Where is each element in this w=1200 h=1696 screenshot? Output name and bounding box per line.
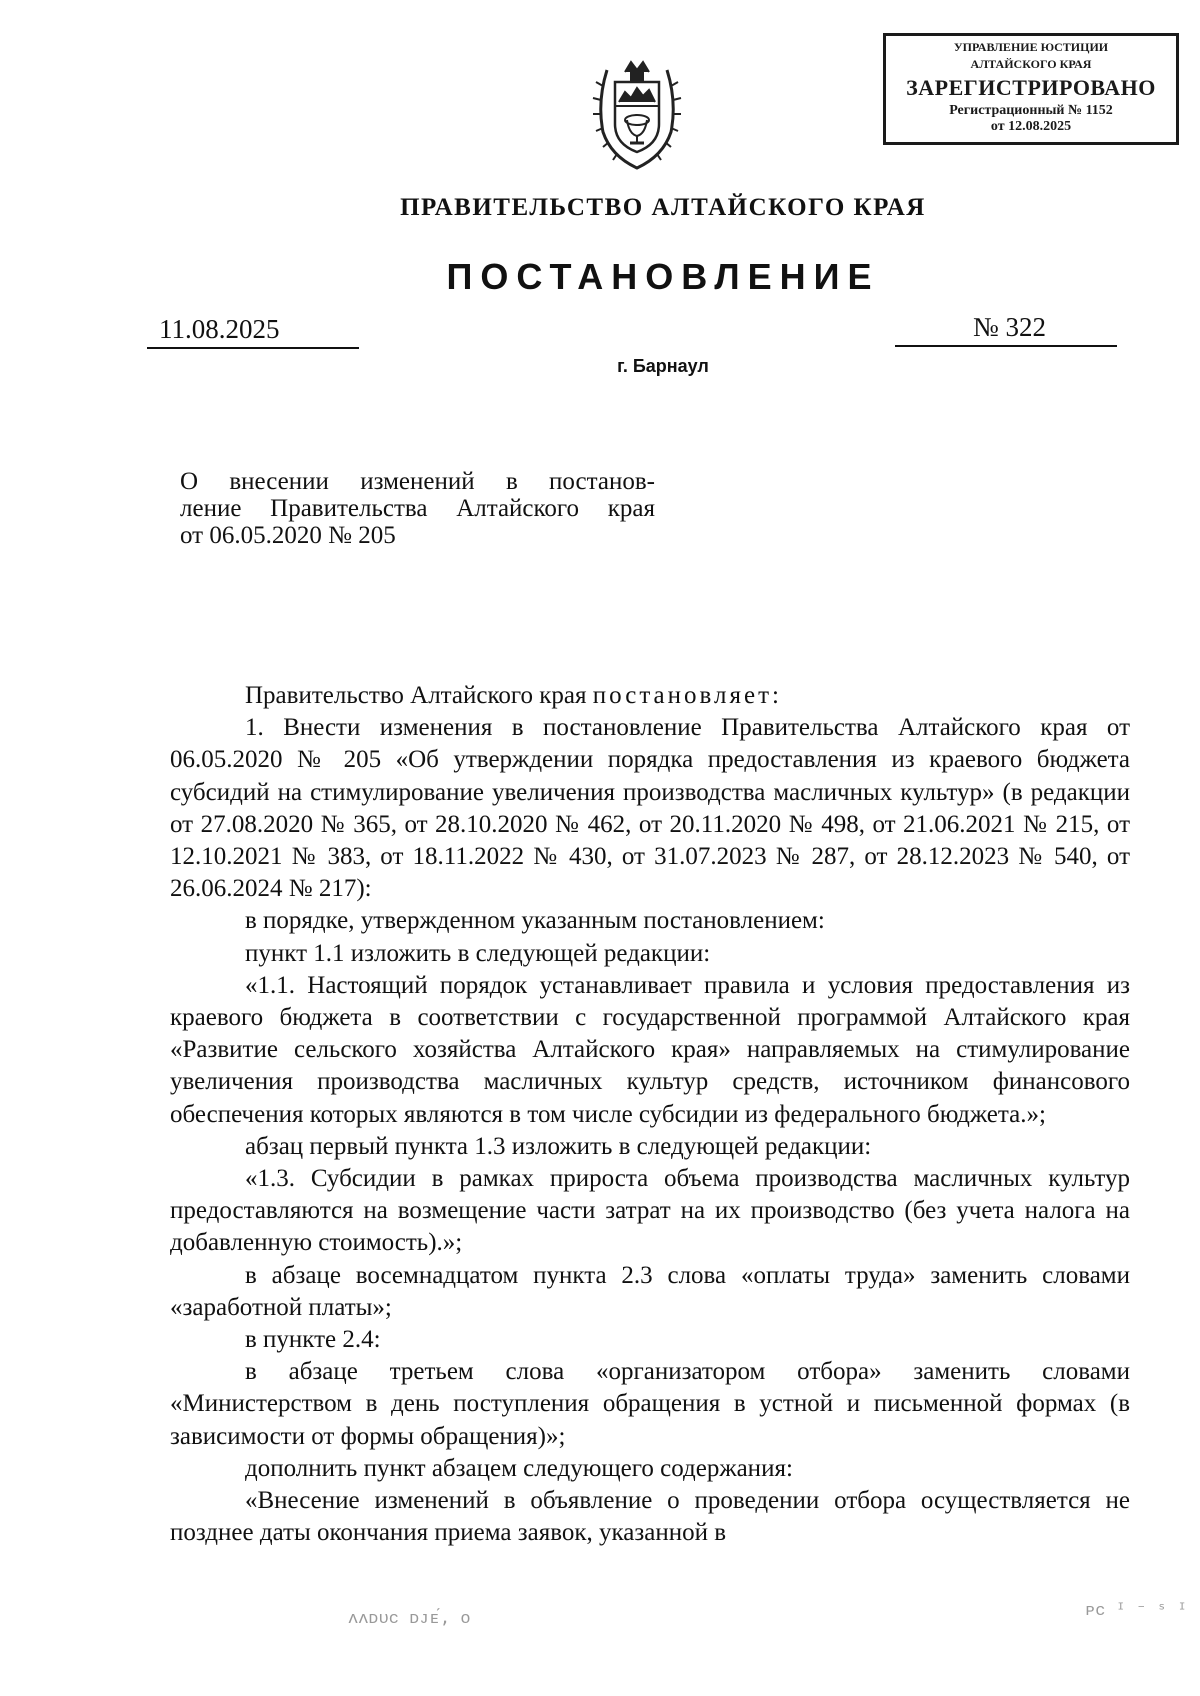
preamble [170,680,1130,712]
body-paragraph: в абзаце восемнадцатом пункта 2.3 слова «оплаты труда» заменить словами «заработной платы»; [170,1261,1130,1321]
decree-number: № 322 [895,312,1117,347]
subject-line: от 06.05.2020 № 205 [180,522,396,549]
preamble-suffix: : [772,682,779,709]
body-paragraph: «1.3. Субсидии в рамках прироста объема производства масличных культур предоставляются на возмещение части затрат на их производство (без учета налога на добавленную стоимость).»; [170,1165,1130,1257]
scan-artifact-right: ᴘᴄ ᴵ ⁻ ˢ ᴵ [1085,1600,1188,1620]
body-paragraph: в пункте 2.4: [245,1326,381,1354]
body-paragraph: пункт 1.1 изложить в следующей редакции: [245,939,711,967]
preamble-prefix: Правительство Алтайского края [245,682,593,709]
body-paragraph: в абзаце третьем слова «организатором отбора» заменить словами «Министерством в день поступления обращения в устной и письменной формах (в зависимости от формы обращения)»; [170,1358,1130,1450]
body-paragraph: дополнить пункт абзацем следующего содержания: [245,1454,793,1482]
scan-artifact-left: ᴧᴧᴅᴜᴄ ᴅᴊᴇ́, ᴏ [348,1608,471,1628]
subject-line: ление Правительства Алтайского края [180,495,655,522]
stamp-reg-number: Регистрационный № 1152 [949,103,1113,118]
decree-body [170,680,1130,1549]
stamp-reg-date: от 12.08.2025 [990,119,1072,134]
subject-line: О внесении изменений в постанов- [180,468,655,495]
preamble-verb: постановляет [592,682,772,709]
body-paragraph: абзац первый пункта 1.3 изложить в следующей редакции: [245,1132,872,1160]
body-paragraph: 1. Внести изменения в постановление Правительства Алтайского края от 06.05.2020 № 205 «Об утверждении порядка предоставления из краевого бюджета субсидий на стимулирование увеличения производства масличных культур» (в редакции от 27.08.2020 № 365, от 28.10.2020 № 462, от 20.11.2020 № 498, от 21.06.2021 № 215, от 12.10.2021 № 383, от 18.11.2022 № 430, от 31.07.2023 № 287, от 28.12.2023 № 540, от 26.06.2024 № 217): [170,714,1130,903]
decree-subject [180,468,655,549]
registration-stamp [883,33,1179,145]
body-paragraph: «Внесение изменений в объявление о проведении отбора осуществляется не позднее даты окончания приема заявок, указанной в [170,1487,1130,1547]
body-paragraph: «1.1. Настоящий порядок устанавливает правила и условия предоставления из краевого бюджета в соответствии с государственной программой Алтайского края «Развитие сельского хозяйства Алтайского края» направляемых на стимулирование увеличения производства масличных культур средств, источником финансового обеспечения которых являются в том числе субсидии из федерального бюджета.»; [170,971,1130,1128]
stamp-status: ЗАРЕГИСТРИРОВАНО [906,75,1156,100]
coat-of-arms-icon [585,52,689,174]
decree-date: 11.08.2025 [147,314,359,349]
stamp-org-line2: АЛТАЙСКОГО КРАЯ [970,57,1092,71]
government-title: ПРАВИТЕЛЬСТВО АЛТАЙСКОГО КРАЯ [400,194,926,221]
body-paragraph: в порядке, утвержденном указанным постановлением: [245,907,825,935]
stamp-org-line1: УПРАВЛЕНИЕ ЮСТИЦИИ [953,40,1109,54]
decree-city: г. Барнаул [617,356,709,376]
document-type: ПОСТАНОВЛЕНИЕ [446,256,880,297]
